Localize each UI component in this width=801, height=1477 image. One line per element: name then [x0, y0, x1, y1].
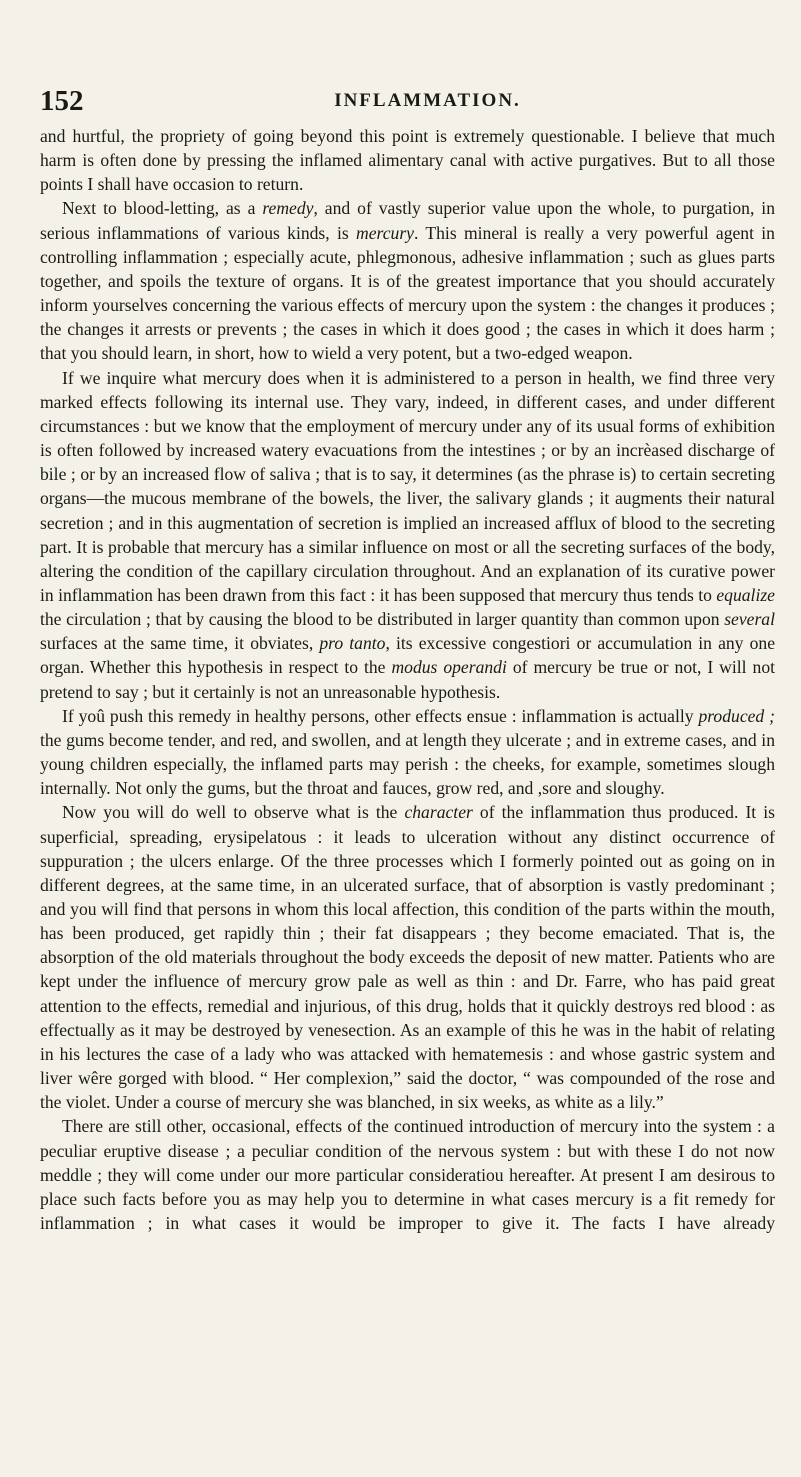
- text-run: There are still other, occasional, effects of the continued introduction of mercury into the system : a peculiar eruptive disease ; a peculiar condition of the nervous system : but with these I do not now meddle ; they will come under our more particular consideratiou hereafter. At present I am desirous to place such facts before you as may help you to determine in what cases mercury is a fit remedy for inflammation ; in what cases it would be improper to give it. The facts I have already: [40, 1116, 775, 1234]
- running-head: [40, 84, 775, 118]
- italic-text: modus operandi: [391, 657, 507, 678]
- text-run: and hurtful, the propriety of going beyond this point is extremely questionable. I believe that much harm is often done by pressing the inflamed alimentary canal with active purgatives. But to all those points I shall have occasion to return.: [40, 126, 775, 195]
- text-run: If we inquire what mercury does when it is administered to a person in health, we find three very marked effects following its internal use. They vary, indeed, in different cases, and under different circumstances : but we know that the employment of mercury under any of its usual forms of exhibition is often followed by increased watery evacuations from the intestines ; or by an incrèased discharge of bile ; or by an increased flow of saliva ; that is to say, it determines (as the phrase is) to certain secreting organs—the mucous membrane of the bowels, the liver, the salivary glands ; it augments their natural secretion ; and in this augmentation of secretion is implied an increased afflux of blood to the secreting part. It is probable that mercury has a similar influence on most or all the secreting surfaces of the body, altering the condition of the capillary circulation throughout. And an explanation of its curative power in inflammation has been drawn from this fact : it has been supposed that mercury thus tends to: [40, 367, 775, 605]
- italic-text: pro tanto: [319, 633, 386, 654]
- italic-text: character: [404, 802, 473, 823]
- text-run: Now you will do well to observe what is the: [62, 802, 405, 823]
- text-run: the circulation ; that by causing the blood to be distributed in larger quantity than common upon: [40, 609, 725, 630]
- italic-text: produced ;: [698, 705, 775, 726]
- italic-text: remedy: [262, 198, 314, 219]
- text-run: the gums become tender, and red, and swollen, and at length they ulcerate ; and in extreme cases, and in young children especially, the inflamed parts may perish : the cheeks, for example, sometimes slough internally. Not only the gums, but the throat and fauces, grow red, and ,sore and sloughy.: [40, 729, 775, 799]
- running-title: INFLAMMATION.: [334, 90, 521, 111]
- text-run: If yoû push this remedy in healthy persons, other effects ensue : inflammation is actually: [62, 705, 699, 726]
- text-run: , its excessive congestiori or accumulation in any one organ. Whether this hypothesis in respect to the: [40, 633, 776, 678]
- paragraph: [40, 800, 775, 1114]
- italic-text: equalize: [716, 584, 775, 605]
- paragraph: [40, 704, 775, 801]
- paragraph: [40, 1114, 775, 1235]
- text-run: Next to blood-letting, as a: [62, 198, 263, 219]
- paragraph: [40, 366, 775, 704]
- paragraph: [40, 124, 775, 196]
- text-run: , and of vastly superior value upon the whole, to purgation, in serious inflammations of various kinds, is: [40, 198, 775, 243]
- italic-text: several: [724, 609, 775, 630]
- text-run: of the inflammation thus produced. It is superficial, spreading, erysipelatous : it leads to ulceration without any distinct occurrence of suppuration ; the ulcers enlarge. Of the three processes which I formerly pointed out as going on in different degrees, at the same time, in an ulcerated surface, that of absorption is vastly predominant ; and you will find that persons in whom this local affection, this condition of the parts within the mouth, has been produced, get rapidly thin ; their fat disappears ; they become emaciated. That is, the absorption of the old materials throughout the body exceeds the deposit of new matter. Patients who are kept under the influence of mercury grow pale as well as thin : and Dr. Farre, who has paid great attention to the effects, remedial and injurious, of this drug, holds that it quickly destroys red blood : as effectually as it may be destroyed by venesection. As an example of this he was in the habit of relating in his lectures the case of a lady who was attacked with hematemesis : and whose gastric system and liver wêre gorged with blood. “ Her complexion,” said the doctor, “ was compounded of the rose and the violet. Under a course of mercury she was blanched, in six weeks, as white as a lily.”: [40, 802, 775, 1113]
- text-run: . This mineral is really a very powerful agent in controlling inflammation ; especially acute, phlegmonous, adhesive inflammation ; such as glues parts together, and spoils the texture of organs. It is of the greatest importance that you should accurately inform yourselves concerning the various effects of mercury upon the system : the changes it produces ; the changes it arrests or prevents ; the cases in which it does good ; the cases in which it does harm ; that you should learn, in short, how to wield a very potent, but a two-edged weapon.: [40, 222, 775, 364]
- italic-text: mercury: [356, 222, 414, 243]
- page-number: 152: [40, 85, 84, 117]
- body-text: [40, 124, 775, 1235]
- text-run: surfaces at the same time, it obviates,: [40, 633, 320, 654]
- paragraph: [40, 196, 775, 365]
- text-run: of mercury be true or not, I will not pretend to say ; but it certainly is not an unreasonable hypothesis.: [40, 657, 775, 702]
